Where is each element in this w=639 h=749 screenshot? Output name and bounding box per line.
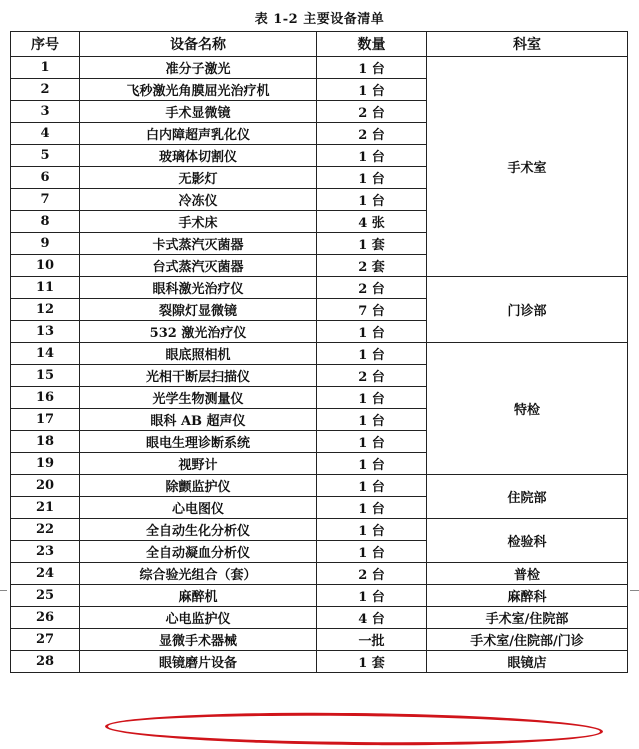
row-equipment-name: 眼科 AB 超声仪	[80, 409, 317, 431]
row-quantity: 1 台	[317, 431, 427, 453]
equipment-table	[10, 31, 628, 673]
row-index: 5	[11, 145, 80, 167]
row-index: 12	[11, 299, 80, 321]
header-quantity: 数量	[317, 32, 427, 57]
table-row	[11, 629, 628, 651]
header-name: 设备名称	[80, 32, 317, 57]
row-quantity: 1 套	[317, 651, 427, 673]
row-index: 7	[11, 189, 80, 211]
row-quantity: 1 台	[317, 145, 427, 167]
row-index: 6	[11, 167, 80, 189]
row-quantity: 1 台	[317, 387, 427, 409]
row-quantity: 1 台	[317, 541, 427, 563]
row-equipment-name: 冷冻仪	[80, 189, 317, 211]
row-index: 25	[11, 585, 80, 607]
header-index: 序号	[11, 32, 80, 57]
table-row	[11, 475, 628, 497]
row-index: 3	[11, 101, 80, 123]
row-quantity: 1 台	[317, 453, 427, 475]
row-quantity: 7 台	[317, 299, 427, 321]
row-equipment-name: 白内障超声乳化仪	[80, 123, 317, 145]
row-index: 20	[11, 475, 80, 497]
row-index: 27	[11, 629, 80, 651]
row-department: 手术室	[427, 57, 628, 277]
table-row	[11, 343, 628, 365]
row-equipment-name: 心电监护仪	[80, 607, 317, 629]
row-department: 检验科	[427, 519, 628, 563]
row-quantity: 2 台	[317, 365, 427, 387]
row-equipment-name: 光相干断层扫描仪	[80, 365, 317, 387]
row-department: 特检	[427, 343, 628, 475]
row-equipment-name: 除颤监护仪	[80, 475, 317, 497]
row-index: 13	[11, 321, 80, 343]
row-index: 19	[11, 453, 80, 475]
row-index: 8	[11, 211, 80, 233]
row-equipment-name: 心电图仪	[80, 497, 317, 519]
row-department: 手术室/住院部	[427, 607, 628, 629]
table-header-row	[11, 32, 628, 57]
row-equipment-name: 全自动生化分析仪	[80, 519, 317, 541]
row-equipment-name: 532 激光治疗仪	[80, 321, 317, 343]
row-equipment-name: 眼科激光治疗仪	[80, 277, 317, 299]
row-quantity: 4 台	[317, 607, 427, 629]
row-quantity: 2 台	[317, 123, 427, 145]
row-equipment-name: 手术显微镜	[80, 101, 317, 123]
row-quantity: 1 台	[317, 321, 427, 343]
row-index: 22	[11, 519, 80, 541]
row-equipment-name: 准分子激光	[80, 57, 317, 79]
row-index: 24	[11, 563, 80, 585]
row-equipment-name: 手术床	[80, 211, 317, 233]
row-quantity: 一批	[317, 629, 427, 651]
row-equipment-name: 无影灯	[80, 167, 317, 189]
table-row	[11, 563, 628, 585]
row-index: 17	[11, 409, 80, 431]
table-row	[11, 519, 628, 541]
row-equipment-name: 玻璃体切割仪	[80, 145, 317, 167]
table-row	[11, 607, 628, 629]
row-department: 手术室/住院部/门诊	[427, 629, 628, 651]
row-quantity: 2 台	[317, 101, 427, 123]
table-row	[11, 585, 628, 607]
row-quantity: 4 张	[317, 211, 427, 233]
row-index: 15	[11, 365, 80, 387]
row-quantity: 1 台	[317, 79, 427, 101]
highlight-oval	[105, 710, 603, 747]
row-quantity: 1 台	[317, 167, 427, 189]
row-equipment-name: 显微手术器械	[80, 629, 317, 651]
row-index: 23	[11, 541, 80, 563]
table-row	[11, 277, 628, 299]
table-row	[11, 57, 628, 79]
row-index: 10	[11, 255, 80, 277]
row-index: 11	[11, 277, 80, 299]
row-equipment-name: 综合验光组合（套）	[80, 563, 317, 585]
row-equipment-name: 麻醉机	[80, 585, 317, 607]
row-quantity: 1 台	[317, 585, 427, 607]
row-index: 1	[11, 57, 80, 79]
row-department: 普检	[427, 563, 628, 585]
header-department: 科室	[427, 32, 628, 57]
row-equipment-name: 全自动凝血分析仪	[80, 541, 317, 563]
table-title: 表 1-2 主要设备清单	[254, 12, 385, 27]
row-equipment-name: 视野计	[80, 453, 317, 475]
row-index: 18	[11, 431, 80, 453]
table-row	[11, 651, 628, 673]
row-equipment-name: 眼电生理诊断系统	[80, 431, 317, 453]
row-equipment-name: 飞秒激光角膜屈光治疗机	[80, 79, 317, 101]
row-department: 住院部	[427, 475, 628, 519]
row-quantity: 1 台	[317, 497, 427, 519]
row-quantity: 1 台	[317, 189, 427, 211]
row-equipment-name: 光学生物测量仪	[80, 387, 317, 409]
row-quantity: 1 台	[317, 519, 427, 541]
row-department: 眼镜店	[427, 651, 628, 673]
row-index: 21	[11, 497, 80, 519]
row-department: 麻醉科	[427, 585, 628, 607]
row-equipment-name: 眼底照相机	[80, 343, 317, 365]
row-quantity: 2 台	[317, 563, 427, 585]
row-index: 9	[11, 233, 80, 255]
row-index: 4	[11, 123, 80, 145]
row-equipment-name: 眼镜磨片设备	[80, 651, 317, 673]
row-index: 14	[11, 343, 80, 365]
row-index: 28	[11, 651, 80, 673]
row-department: 门诊部	[427, 277, 628, 343]
row-quantity: 2 套	[317, 255, 427, 277]
margin-mark	[0, 590, 7, 591]
row-index: 16	[11, 387, 80, 409]
row-quantity: 1 台	[317, 57, 427, 79]
row-index: 2	[11, 79, 80, 101]
row-quantity: 2 台	[317, 277, 427, 299]
row-quantity: 1 台	[317, 475, 427, 497]
row-equipment-name: 裂隙灯显微镜	[80, 299, 317, 321]
row-equipment-name: 台式蒸汽灭菌器	[80, 255, 317, 277]
margin-mark	[630, 590, 639, 591]
row-quantity: 1 套	[317, 233, 427, 255]
row-quantity: 1 台	[317, 409, 427, 431]
row-index: 26	[11, 607, 80, 629]
row-quantity: 1 台	[317, 343, 427, 365]
row-equipment-name: 卡式蒸汽灭菌器	[80, 233, 317, 255]
